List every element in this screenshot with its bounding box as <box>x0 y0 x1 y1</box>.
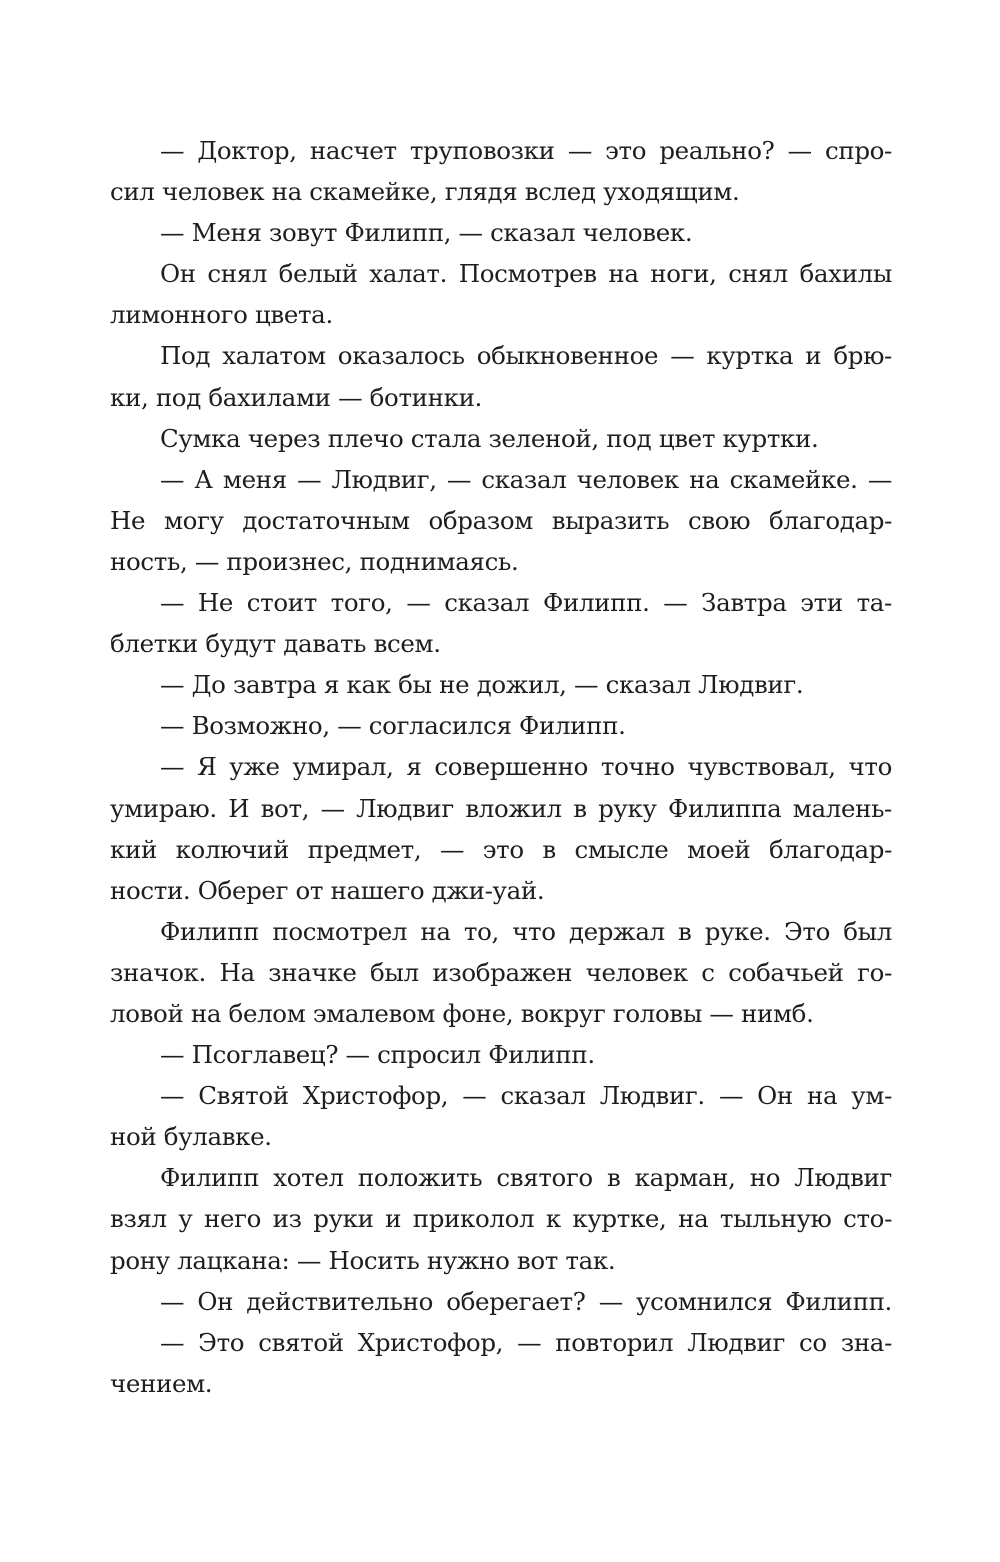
text-line: Филипп посмотрел на то, что держал в руке. Это был <box>160 916 892 946</box>
text-line: лимонного цвета. <box>110 300 333 330</box>
text-line: ловой на белом эмалевом фоне, вокруг головы — нимб. <box>110 998 814 1028</box>
text-line: Не могу достаточным образом выразить свою благодар- <box>110 505 892 535</box>
text-line: чением. <box>110 1368 213 1398</box>
text-line: Сумка через плечо стала зеленой, под цвет куртки. <box>160 423 819 453</box>
page-text <box>110 130 892 1404</box>
text-line: умираю. И вот, — Людвиг вложил в руку Филиппа малень- <box>110 793 892 823</box>
text-line: — Псоглавец? — спросил Филипп. <box>160 1040 595 1070</box>
text-line: Он снял белый халат. Посмотрев на ноги, снял бахилы <box>160 259 892 289</box>
text-line: кий колючий предмет, — это в смысле моей благодар- <box>110 834 892 864</box>
text-line: ной булавке. <box>110 1122 272 1152</box>
text-line: — Не стоит того, — сказал Филипп. — Завтра эти та- <box>160 588 892 618</box>
text-line: ки, под бахилами — ботинки. <box>110 382 482 412</box>
text-line: — Я уже умирал, я совершенно точно чувствовал, что <box>160 752 892 782</box>
text-line: — До завтра я как бы не дожил, — сказал Людвиг. <box>160 670 804 700</box>
text-line: — Доктор, насчет труповозки — это реально? — спро- <box>160 136 892 165</box>
text-line: — А меня — Людвиг, — сказал человек на скамейке. — <box>160 464 892 494</box>
text-line: Под халатом оказалось обыкновенное — куртка и брю- <box>160 341 892 371</box>
text-line: Филипп хотел положить святого в карман, но Людвиг <box>160 1163 892 1193</box>
text-line: блетки будут давать всем. <box>110 629 441 659</box>
text-line: — Это святой Христофор, — повторил Людвиг со зна- <box>160 1327 892 1357</box>
text-line: — Святой Христофор, — сказал Людвиг. — Он на ум- <box>160 1081 892 1111</box>
text-line: значок. На значке был изображен человек с собачьей го- <box>110 957 892 987</box>
text-line: взял у него из руки и приколол к куртке, на тыльную сто- <box>110 1204 892 1234</box>
text-line: ность, — произнес, поднимаясь. <box>110 546 519 576</box>
text-line: рону лацкана: — Носить нужно вот так. <box>110 1245 616 1275</box>
text-line: — Меня зовут Филипп, — сказал человек. <box>160 218 693 248</box>
text-line: ности. Оберег от нашего джи-уай. <box>110 875 545 905</box>
text-line: — Возможно, — согласился Филипп. <box>160 711 626 741</box>
text-line: — Он действительно оберегает? — усомнился Филипп. <box>160 1286 892 1316</box>
text-line: сил человек на скамейке, глядя вслед уходящим. <box>110 177 740 207</box>
